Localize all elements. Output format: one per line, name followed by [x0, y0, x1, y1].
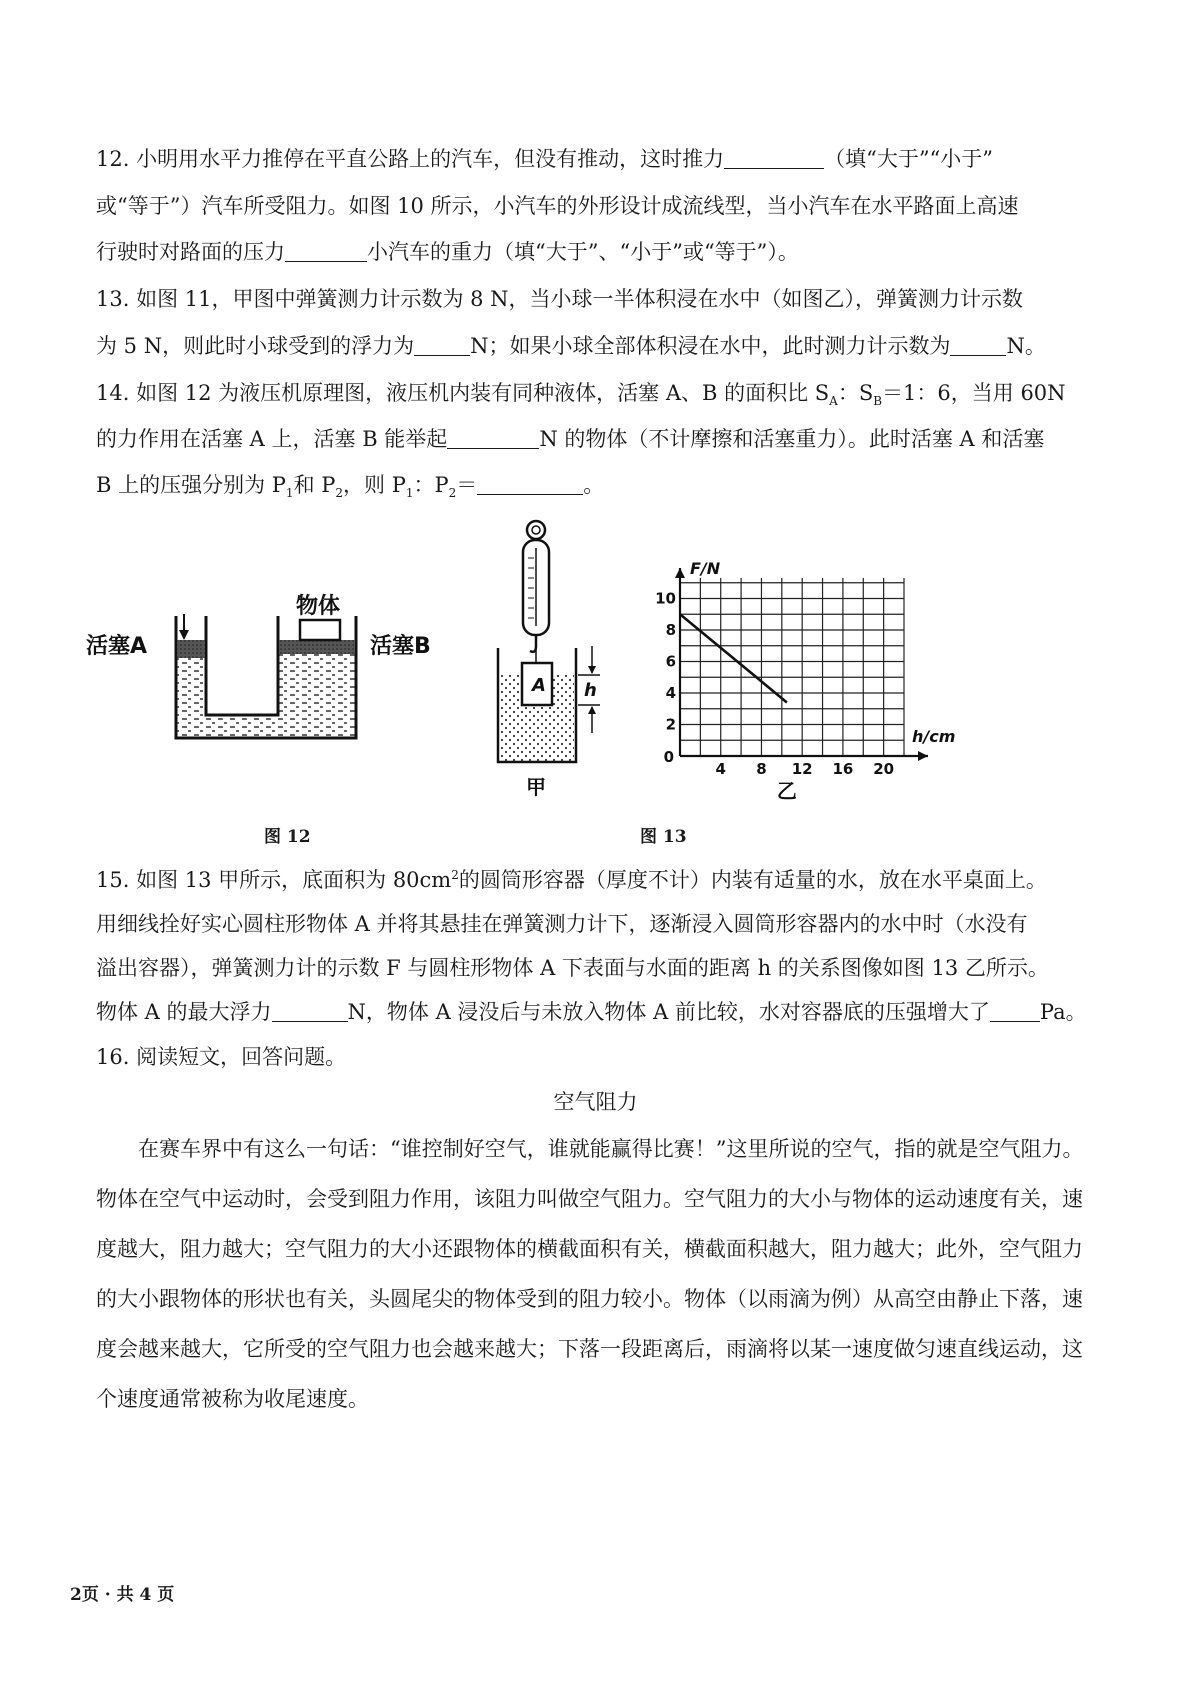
- piston-a: [177, 640, 205, 658]
- y-axis-arrow: [675, 568, 685, 578]
- q15-superscript: 2: [451, 868, 459, 882]
- x-axis-label: h/cm: [912, 727, 956, 746]
- q14-text: ：P: [413, 473, 449, 497]
- q15-blank-1[interactable]: [272, 1001, 348, 1022]
- q16-text: 16. 阅读短文，回答问题。: [96, 1045, 347, 1069]
- q12-text: 或“等于”）汽车所受阻力。如图 10 所示，小汽车的外形设计成流线型，当小汽车在水平路面上高速: [96, 194, 1019, 218]
- chart-grid: [680, 578, 904, 756]
- y-axis-label: F/N: [690, 560, 721, 578]
- q13-blank-2[interactable]: [950, 335, 1006, 356]
- q15-blank-2[interactable]: [990, 1001, 1040, 1022]
- q12-blank-2[interactable]: [285, 241, 367, 262]
- q14-line2: [96, 423, 1044, 453]
- container-inner-wall: [206, 616, 278, 715]
- q15-line2: [96, 908, 1028, 938]
- label-piston-a: 活塞A: [86, 634, 148, 659]
- q14-subscript: 2: [448, 486, 457, 501]
- q14-text: 的力作用在活塞 A 上，活塞 B 能举起: [96, 427, 448, 451]
- q14-text: ＝: [456, 473, 478, 497]
- origin-label: 0: [663, 748, 674, 766]
- liquid-region: [176, 652, 356, 738]
- q16-intro: [96, 1041, 346, 1071]
- chart-series: [680, 614, 787, 702]
- label-yi: 乙: [776, 779, 797, 803]
- q13-text: 13. 如图 11，甲图中弹簧测力计示数为 8 N，当小球一半体积浸在水中（如图乙），弹簧测力计示数: [96, 287, 1024, 311]
- y-tick-label: 6: [665, 652, 676, 671]
- q14-text: 14. 如图 12 为液压机原理图，液压机内装有同种液体，活塞 A、B 的面积比 S: [96, 381, 830, 405]
- q14-text: N 的物体（不计摩擦和活塞重力）。此时活塞 A 和活塞: [539, 427, 1045, 451]
- q14-subscript: 1: [285, 486, 294, 501]
- q14-line3: [96, 469, 604, 500]
- q14-subscript: 2: [335, 486, 344, 501]
- q15-text: 溢出容器），弹簧测力计的示数 F 与圆柱形物体 A 下表面与水面的距离 h 的关系图像如图 13 乙所示。: [96, 956, 1049, 980]
- q15-line1: [96, 864, 1047, 894]
- label-piston-b: 活塞B: [370, 634, 431, 659]
- q13-line2: [96, 330, 1046, 360]
- q14-subscript: B: [873, 394, 883, 409]
- chart-axes: [675, 568, 928, 761]
- q14-text: ，则 P: [343, 473, 406, 497]
- force-arrowhead: [179, 630, 189, 640]
- passage-body: 在赛车界中有这么一句话：“谁控制好空气，谁就能赢得比赛！”这里所说的空气，指的就是空气阻力。物体在空气中运动时，会受到阻力作用，该阻力叫做空气阻力。空气阻力的大小与物体的运动速度有关，速度越大，阻力越大；空气阻力的大小还跟物体的横截面积有关，横截面积越大，阻力越大；此外，空气阻力的大小跟物体的形状也有关，头圆尾尖的物体受到的阻力较小。物体（以雨滴为例）从高空由静止下落，速度会越来越大，它所受的空气阻力也会越来越大；下落一段距离后，雨滴将以某一速度做匀速直线运动，这个速度通常被称为收尾速度。: [96, 1137, 1084, 1411]
- passage-title: 空气阻力: [553, 1090, 638, 1114]
- scale-hook: [530, 635, 536, 652]
- scale-ring: [527, 521, 545, 539]
- x-tick-label: 8: [756, 760, 767, 778]
- scale-ring-inner: [532, 526, 540, 534]
- q14-text: 和 P: [293, 473, 336, 497]
- q14-line1: [96, 377, 1066, 408]
- y-tick-label: 4: [665, 683, 676, 702]
- x-tick-label: 16: [832, 760, 854, 778]
- label-object: 物体: [296, 594, 341, 619]
- figure-13-caption: 图 13: [640, 827, 687, 847]
- q14-text: 。: [583, 473, 605, 497]
- object-block: [300, 620, 340, 640]
- q13-blank-1[interactable]: [414, 335, 470, 356]
- q15-text: 15. 如图 13 甲所示，底面积为 80cm: [96, 868, 452, 892]
- q13-text: N；如果小球全部体积浸在水中，此时测力计示数为: [470, 334, 951, 358]
- x-axis-arrow: [918, 751, 928, 761]
- q15-text: 物体 A 的最大浮力: [96, 1000, 272, 1024]
- q12-line2: [96, 190, 1019, 220]
- q14-text: ：S: [837, 381, 874, 405]
- q15-line4: [96, 996, 1087, 1026]
- x-tick-label: 20: [873, 760, 895, 778]
- figure-13-jia-apparatus: [488, 518, 638, 803]
- figure-13-yi-chart: [650, 560, 970, 805]
- y-tick-label: 10: [655, 589, 676, 608]
- label-a: A: [532, 675, 546, 696]
- q12-line3: [96, 236, 799, 266]
- q14-text: B 上的压强分别为 P: [96, 473, 286, 497]
- x-tick-label: 4: [715, 760, 726, 778]
- q14-subscript: 1: [405, 486, 414, 501]
- q12-text: 12. 小明用水平力推停在平直公路上的汽车，但没有推动，这时推力: [96, 147, 725, 171]
- label-jia: 甲: [526, 775, 546, 799]
- q12-text: 小汽车的重力（填“大于”、“小于”或“等于”）。: [367, 240, 799, 264]
- q14-subscript: A: [829, 394, 838, 409]
- q15-text: Pa。: [1039, 1000, 1087, 1024]
- q15-text: N，物体 A 浸没后与未放入物体 A 前比较，水对容器底的压强增大了: [347, 1000, 990, 1024]
- y-tick-label: 8: [665, 620, 676, 639]
- x-tick-label: 12: [791, 760, 813, 778]
- q12-text: 行驶时对路面的压力: [96, 240, 285, 264]
- h-arrowhead-top: [588, 666, 596, 674]
- piston-b: [279, 640, 355, 654]
- page-number: 2页 · 共 4 页: [70, 1585, 175, 1605]
- figure-12-caption: 图 12: [264, 827, 311, 847]
- q15-text: 用细线拴好实心圆柱形物体 A 并将其悬挂在弹簧测力计下，逐渐浸入圆筒形容器内的水中时（水没有: [96, 912, 1028, 936]
- q13-line1: [96, 283, 1023, 313]
- q12-line1: [96, 143, 993, 173]
- figure-12-hydraulic-press: [84, 580, 464, 760]
- y-tick-label: 2: [665, 715, 676, 734]
- q14-blank-2[interactable]: [477, 474, 583, 495]
- q14-blank-1[interactable]: [447, 428, 539, 449]
- series-line: [680, 614, 787, 702]
- q12-text: （填“大于”“小于”: [824, 147, 994, 171]
- q15-text: 的圆筒形容器（厚度不计）内装有适量的水，放在水平桌面上。: [458, 868, 1047, 892]
- q12-blank-1[interactable]: [724, 148, 824, 169]
- q14-text: ＝1：6，当用 60N: [882, 381, 1066, 405]
- q13-text: N。: [1006, 334, 1046, 358]
- q15-line3: [96, 952, 1049, 982]
- q13-text: 为 5 N，则此时小球受到的浮力为: [96, 334, 415, 358]
- label-h: h: [584, 680, 597, 701]
- h-arrowhead-bottom: [588, 706, 596, 714]
